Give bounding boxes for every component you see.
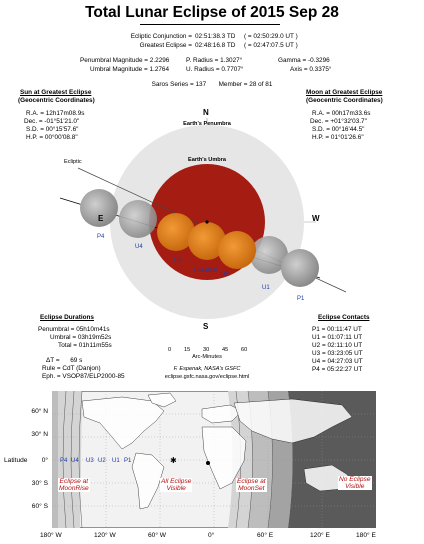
contact-label-u2: U2 — [221, 272, 229, 278]
lon-label-60w: 60° W — [148, 532, 167, 539]
moon-dec: Dec. = +01°32'03.7" — [310, 118, 367, 125]
penumbral-magnitude: Penumbral Magnitude = 2.2296 — [80, 57, 170, 64]
page-title: Total Lunar Eclipse of 2015 Sep 28 — [85, 4, 339, 21]
map-contact-u1: U1 — [112, 458, 120, 464]
sun-header: Sun at Greatest Eclipse — [20, 89, 92, 96]
eclipse-diagram — [0, 100, 424, 340]
lon-label-60e: 60° E — [257, 532, 274, 539]
map-contact-u3: U3 — [86, 458, 94, 464]
sun-ra: R.A. = 12h17m08.9s — [26, 110, 85, 117]
moon-hp: H.P. = 01°01'26.6" — [312, 134, 364, 141]
west-label: W — [312, 214, 320, 223]
map-contact-p1: P1 — [124, 458, 132, 464]
contact-label-p1: P1 — [297, 296, 305, 302]
credit-url: eclipse.gsfc.nasa.gov/eclipse.html — [164, 374, 250, 380]
scale-unit-label: Arc-Minutes — [192, 354, 222, 360]
lon-label-120e: 120° E — [310, 532, 330, 539]
greatest-ut: ( = 02:47:07.5 UT ) — [244, 42, 298, 49]
lon-label-180e: 180° E — [356, 532, 376, 539]
sun-subheader: (Geocentric Coordinates) — [18, 97, 95, 104]
contact-label-u4: U4 — [135, 244, 143, 250]
durations-header: Eclipse Durations — [40, 314, 94, 321]
scale-tick-60: 60 — [241, 347, 248, 353]
region-moonrise-label: Eclipse at MoonRise — [59, 478, 89, 492]
contact-u3-time: U3 = 03:23:05 UT — [312, 350, 363, 357]
rule: Rule = CdT (Danjon) — [42, 365, 101, 372]
delta-t: ΔT = 69 s — [46, 357, 83, 364]
u-radius: U. Radius = 0.7707° — [186, 66, 244, 73]
moon-ra: R.A. = 00h17m33.6s — [312, 110, 371, 117]
umbral-magnitude: Umbral Magnitude = 1.2764 — [90, 66, 170, 73]
lat-label-60n: 60° N — [31, 408, 48, 415]
greatest-label: Greatest Eclipse = — [139, 42, 192, 49]
lat-axis-title: Latitude — [4, 457, 28, 464]
duration-total: Total = 01h11m55s — [58, 342, 112, 349]
moon-header: Moon at Greatest Eclipse — [306, 89, 383, 96]
duration-penumbral: Penumbral = 05h10m41s — [38, 326, 110, 333]
axis: Axis = 0.3375° — [290, 66, 332, 73]
region-visible-label: All Eclipse Visible — [161, 478, 192, 492]
contact-u1-time: U1 = 01:07:11 UT — [312, 334, 363, 341]
lat-label-30s: 30° S — [31, 480, 48, 487]
sublunar-point-marker: ✱ — [170, 456, 177, 465]
contact-u2-time: U2 = 02:11:10 UT — [312, 342, 363, 349]
greatest-td: 02:48:16.8 TD — [195, 42, 236, 49]
contacts-header: Eclipse Contacts — [318, 314, 370, 321]
lon-label-0: 0° — [208, 532, 215, 539]
region-none-label: No Eclipse Visible — [339, 476, 371, 490]
moon-u4 — [119, 200, 157, 238]
map-contact-u2: U2 — [98, 458, 106, 464]
sun-hp: H.P. = 00°00'08.8" — [26, 134, 78, 141]
east-label: E — [98, 214, 104, 223]
title-underline — [140, 24, 280, 25]
contact-p4-time: P4 = 05:22:27 UT — [312, 366, 363, 373]
ecliptic-label: Ecliptic — [64, 159, 82, 165]
scale-tick-30: 30 — [203, 347, 210, 353]
sun-sd: S.D. = 00°15'57.6" — [26, 126, 79, 133]
penumbra-label: Earth's Penumbra — [183, 121, 231, 127]
south-label: S — [203, 322, 209, 331]
scale-tick-0: 0 — [168, 347, 172, 353]
conjunction-ut: ( = 02:50:29.0 UT ) — [244, 33, 298, 40]
lat-label-0: 0° — [41, 457, 48, 464]
lat-label-30n: 30° N — [31, 431, 48, 438]
scale-tick-15: 15 — [184, 347, 191, 353]
moon-u2 — [218, 231, 256, 269]
ephemeris: Eph. = VSOP87/ELP2000-85 — [42, 373, 125, 380]
conjunction-label: Ecliptic Conjunction = — [130, 33, 192, 40]
contact-label-greatest: Greatest — [194, 268, 218, 274]
contact-label-u1: U1 — [262, 285, 270, 291]
scale-tick-45: 45 — [222, 347, 229, 353]
contact-u4-time: U4 = 04:27:03 UT — [312, 358, 363, 365]
shadow-center — [205, 220, 208, 223]
north-label: N — [203, 108, 209, 117]
contact-label-u3: U3 — [174, 258, 182, 264]
duration-umbral: Umbral = 03h19m52s — [50, 334, 112, 341]
sun-dec: Dec. = -01°51'21.0" — [24, 118, 80, 125]
map-contact-u4: U4 — [71, 458, 79, 464]
umbra-label: Earth's Umbra — [187, 157, 226, 163]
lon-label-120w: 120° W — [94, 532, 116, 539]
contact-p1-time: P1 = 00:11:47 UT — [312, 326, 362, 333]
moon-sd: S.D. = 00°16'44.5" — [312, 126, 365, 133]
p-radius: P. Radius = 1.3027° — [186, 57, 243, 64]
lon-label-180w: 180° W — [40, 532, 62, 539]
moon-p1 — [281, 249, 319, 287]
map-contact-p4: P4 — [60, 458, 68, 464]
credit-author: F. Espenak, NASA's GSFC — [173, 366, 241, 372]
conjunction-td: 02:51:38.3 TD — [195, 33, 236, 40]
moon-subheader: (Geocentric Coordinates) — [306, 97, 383, 104]
saros-series: Saros Series = 137 Member = 28 of 81 — [151, 81, 273, 88]
contact-label-p4: P4 — [97, 234, 105, 240]
region-moonset-label: Eclipse at MoonSet — [237, 478, 266, 492]
lat-label-60s: 60° S — [31, 503, 48, 510]
subsolar-point-marker — [206, 461, 210, 465]
gamma: Gamma = -0.3296 — [278, 57, 330, 64]
